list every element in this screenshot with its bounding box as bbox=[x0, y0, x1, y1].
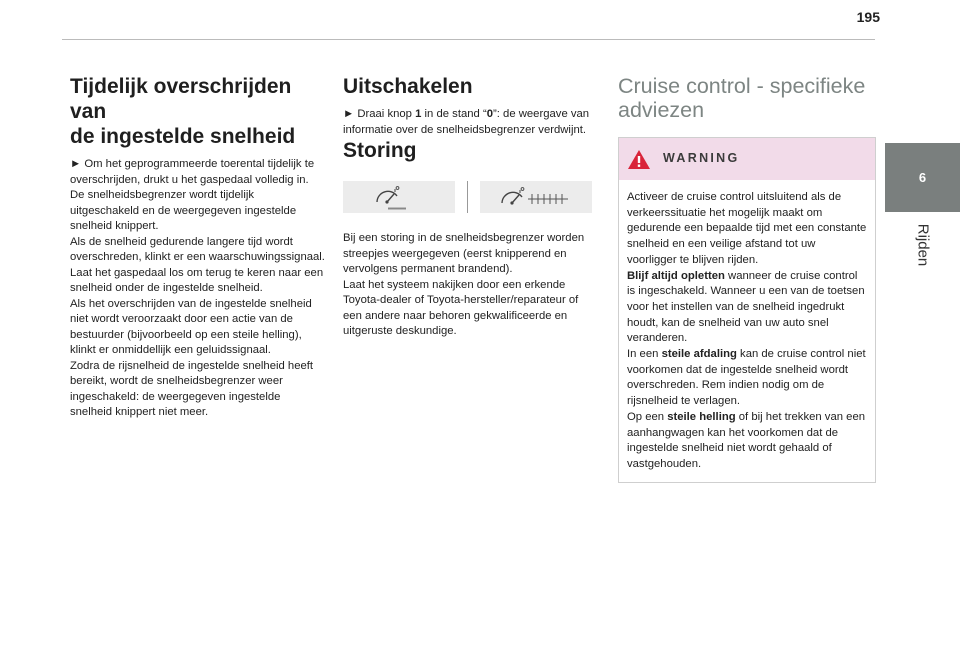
column-3 bbox=[618, 74, 876, 483]
chapter-number: 6 bbox=[918, 170, 927, 185]
paragraph: De snelheidsbegrenzer wordt tijdelijk uitgeschakeld en de weergegeven ingestelde snelheid knippert. bbox=[70, 189, 297, 232]
column-1 bbox=[70, 74, 325, 421]
paragraph: Laat het gaspedaal los om terug te keren naar een snelheid onder de ingestelde snelheid. bbox=[70, 266, 324, 294]
page-number: 195 bbox=[856, 9, 880, 25]
paragraph: Laat het systeem nakijken door een erkende Toyota-dealer of Toyota-hersteller/reparateur of een andere naar behoren gekwalificeerde en uitgeruste deskundige. bbox=[343, 278, 579, 337]
paragraph: Bij een storing in de snelheidsbegrenzer worden streepjes weergegeven (eerst knipperend en vervolgens permanent brandend). bbox=[343, 232, 585, 275]
paragraph: Als de snelheid gedurende langere tijd wordt overschreden, klinkt er een waarschuwingssignaal. bbox=[70, 235, 325, 263]
section-heading-temporary-exceed: Tijdelijk overschrijden van de ingestelde snelheid bbox=[70, 75, 296, 148]
chapter-tab[interactable] bbox=[885, 143, 960, 212]
paragraph: ► Om het geprogrammeerde toerental tijdelijk te overschrijden, drukt u het gaspedaal volledig in. bbox=[70, 158, 315, 186]
warning-slope: Op een steile helling of bij het trekken van een aanhangwagen kan het voorkomen dat de ingestelde snelheid niet wordt gehaald of vastgehouden. bbox=[627, 410, 866, 470]
paragraph: Als het overschrijden van de ingestelde snelheid niet wordt veroorzaakt door een actie van de bestuurder (bijvoorbeeld op een steile helling), klinkt er onmiddellijk een geluidssignaal. bbox=[70, 297, 312, 356]
column-2 bbox=[343, 74, 593, 340]
section-heading-cruise-advice: Cruise control - specifieke adviezen bbox=[618, 74, 866, 122]
warning-careful: Blijf altijd opletten wanneer de cruise control is ingeschakeld. Wanneer u een van de toetsen voor het instellen van de snelheid ingedrukt houdt, kan de snelheid van uw auto snel veranderen. bbox=[627, 269, 865, 345]
icon-divider bbox=[467, 181, 468, 213]
switch-off-text: ► Draai knop 1 in de stand “0”: de weergave van informatie over de snelheidsbegrenzer verdwijnt. bbox=[343, 108, 590, 136]
temporary-exceed-text bbox=[70, 157, 325, 421]
chapter-label-area bbox=[885, 212, 960, 278]
chapter-label: Rijden bbox=[914, 223, 931, 267]
speedometer-ticks-icon bbox=[480, 181, 592, 213]
fault-display-icons bbox=[343, 181, 593, 213]
fault-text bbox=[343, 231, 593, 340]
warning-intro: Activeer de cruise control uitsluitend als de verkeerssituatie het mogelijk maakt om gedurende een bepaalde tijd met een constante snelheid en een veilige afstand tot uw voorligger te blijven rijden. bbox=[627, 191, 867, 266]
warning-label: WARNING bbox=[663, 151, 740, 166]
warning-body bbox=[619, 180, 875, 482]
warning-header bbox=[619, 138, 875, 180]
paragraph: Zodra de rijsnelheid de ingestelde snelheid heeft bereikt, wordt de snelheidsbegrenzer weer ingeschakeld: de weergegeven ingestelde snelheid knippert niet meer. bbox=[70, 359, 314, 418]
warning-box bbox=[618, 137, 876, 483]
warning-triangle-icon bbox=[627, 149, 651, 170]
warning-descent: In een steile afdaling kan de cruise control niet voorkomen dat de ingestelde snelheid wordt overschreden. Rem indien nodig om de rijsnelheid te verlagen. bbox=[627, 348, 866, 408]
header-rule bbox=[62, 39, 875, 40]
speedometer-dashes-icon bbox=[343, 181, 455, 213]
section-heading-switch-off: Uitschakelen bbox=[343, 75, 473, 98]
section-heading-fault: Storing bbox=[343, 139, 417, 162]
